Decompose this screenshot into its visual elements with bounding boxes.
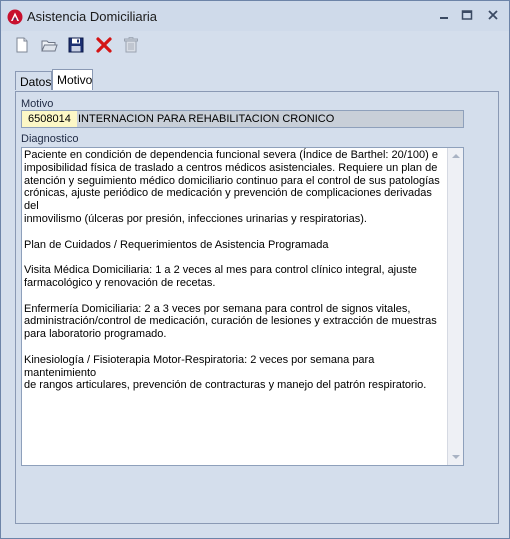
- motivo-code[interactable]: 6508014: [22, 111, 77, 127]
- delete-icon[interactable]: [94, 35, 114, 55]
- save-icon[interactable]: [66, 35, 86, 55]
- scroll-down-icon[interactable]: [451, 452, 461, 462]
- diagnostico-text[interactable]: Paciente en condición de dependencia funcional severa (Índice de Barthel: 20/100) e imposibilidad física de traslado a centros médicos asistenciales. Requiere un plan de atención y seguimiento médico domiciliario continuo para el control de sus patologías crónicas, ajuste periódico de medicación y prevención de complicaciones derivadas del inmovilismo (úlceras por presión, infecciones urinarias y respiratorias). Plan de Cuidados / Requerimientos de Asistencia Programada Visita Médica Domiciliaria: 1 a 2 veces al mes para control clínico integral, ajuste farmacológico y renovación de recetas. Enfermería Domiciliaria: 2 a 3 veces por semana para control de signos vitales, administración/control de medicación, curación de lesiones y extracción de muestras para laboratorio programado. Kinesiología / Fisioterapia Motor-Respiratoria: 2 veces por semana para mantenimiento de rangos articulares, prevención de contracturas y manejo del patrón respiratorio.: [24, 149, 440, 392]
- scroll-up-icon[interactable]: [451, 151, 461, 161]
- vertical-scrollbar[interactable]: [447, 148, 463, 465]
- motivo-label: Motivo: [21, 98, 54, 110]
- title-bar[interactable]: [1, 1, 509, 31]
- tab-label: Datos: [20, 75, 52, 89]
- close-icon[interactable]: [486, 8, 500, 22]
- motivo-field[interactable]: [21, 110, 464, 128]
- open-folder-icon[interactable]: [39, 35, 59, 55]
- window-title: Asistencia Domiciliaria: [27, 9, 158, 24]
- motivo-panel: [15, 91, 499, 524]
- trash-icon[interactable]: [121, 35, 141, 55]
- diagnostico-textarea[interactable]: [21, 147, 464, 466]
- motivo-description: INTERNACION PARA REHABILITACION CRONICO: [78, 113, 335, 125]
- app-logo-icon: [7, 9, 23, 25]
- tab-label: Motivo: [57, 73, 93, 87]
- diagnostico-label: Diagnostico: [21, 133, 79, 145]
- tab-motivo[interactable]: [52, 69, 93, 90]
- minimize-icon[interactable]: [437, 8, 451, 22]
- new-file-icon[interactable]: [12, 35, 32, 55]
- maximize-icon[interactable]: [460, 8, 474, 22]
- tab-datos[interactable]: [15, 71, 52, 90]
